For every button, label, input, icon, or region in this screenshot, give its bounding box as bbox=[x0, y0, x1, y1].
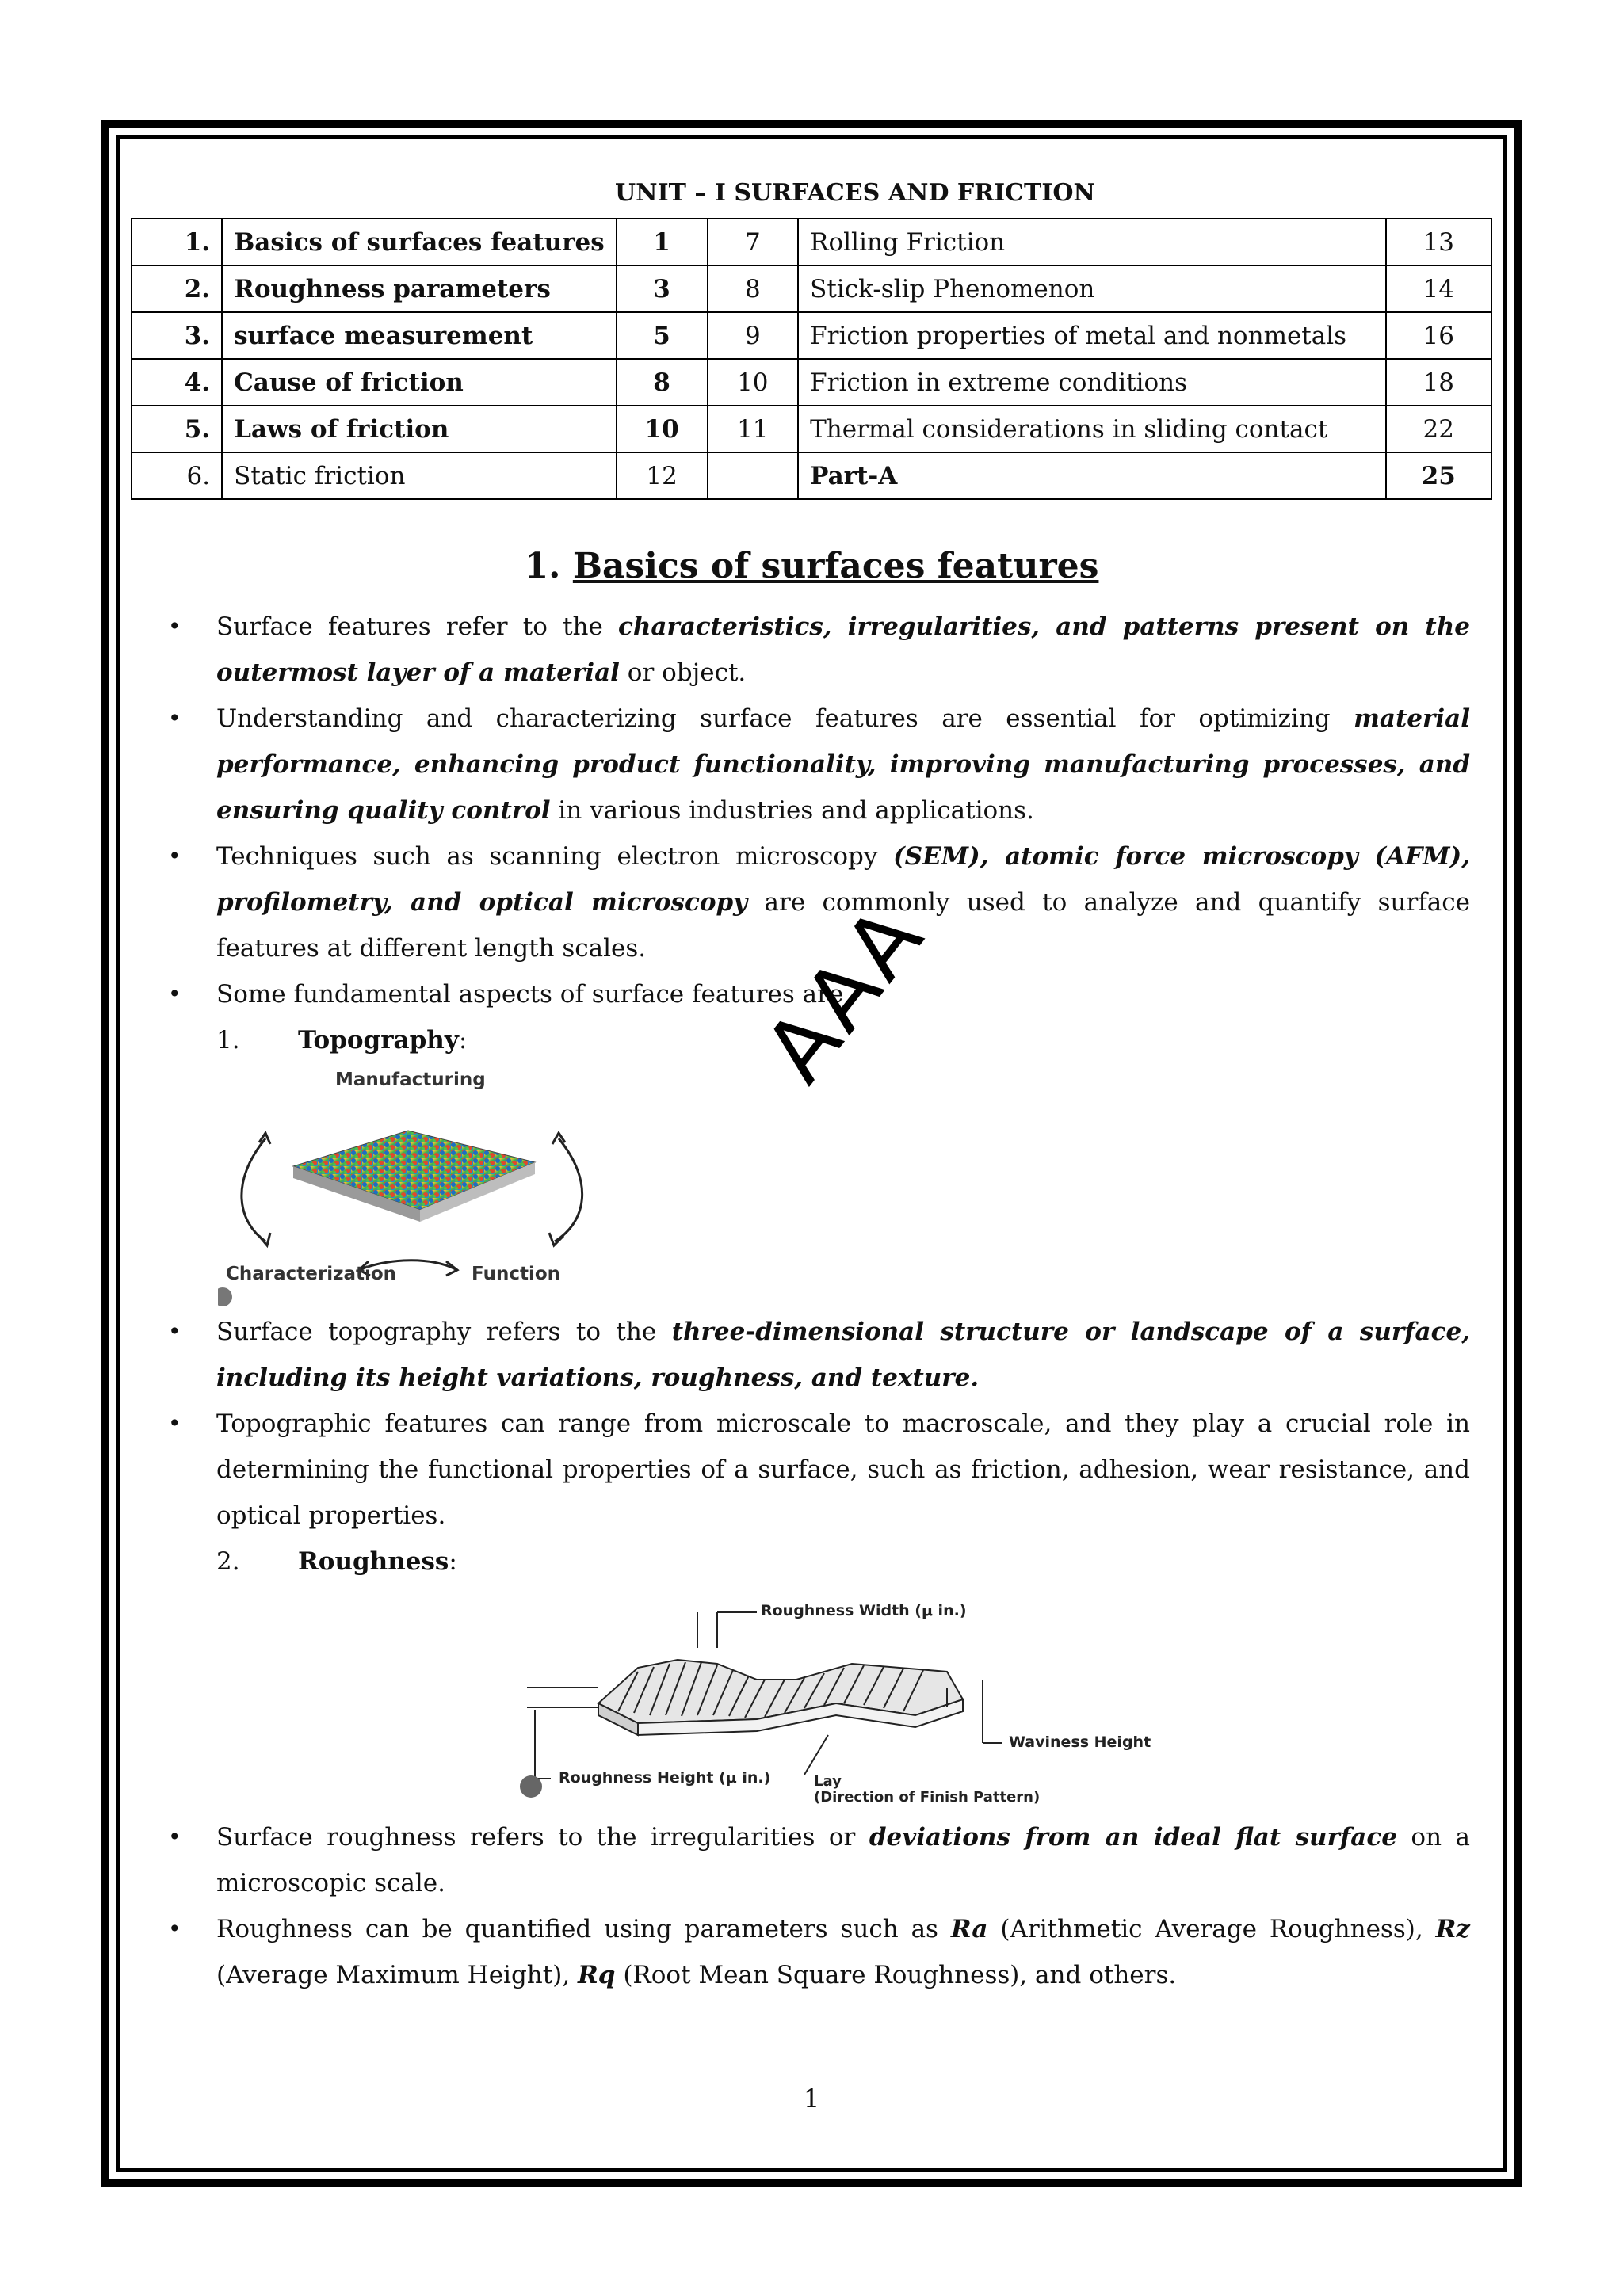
label-roughness-width: Roughness Width (μ in.) bbox=[761, 1602, 967, 1619]
toc-row bbox=[132, 219, 1491, 265]
toc-page-right: 14 bbox=[1386, 265, 1491, 312]
toc-number-right: 9 bbox=[708, 312, 799, 359]
bullet-item: • Some fundamental aspects of surface features are bbox=[131, 971, 1492, 1017]
toc-title-right: Thermal considerations in sliding contact bbox=[798, 406, 1385, 452]
toc-title: surface measurement bbox=[222, 312, 617, 359]
toc-page: 12 bbox=[617, 452, 708, 499]
bullet-list-roughness bbox=[131, 1814, 1492, 1906]
toc-page-right: 25 bbox=[1386, 452, 1491, 499]
toc-title-right: Friction properties of metal and nonmetals bbox=[798, 312, 1385, 359]
roughness-figure bbox=[131, 1585, 1492, 1814]
fig1-label-manufacturing: Manufacturing bbox=[335, 1070, 486, 1090]
toc-row bbox=[132, 265, 1491, 312]
image-badge-icon bbox=[520, 1775, 542, 1798]
toc-title-right: Stick-slip Phenomenon bbox=[798, 265, 1385, 312]
toc-number: 5. bbox=[132, 406, 222, 452]
toc-number: 4. bbox=[132, 359, 222, 406]
toc-row bbox=[132, 359, 1491, 406]
toc-number: 1. bbox=[132, 219, 222, 265]
toc-row bbox=[132, 312, 1491, 359]
bullet-item: • Surface roughness refers to the irregularities or deviations from an ideal flat surface on a microscopic scale. bbox=[131, 1814, 1492, 1906]
bullet-item: • Surface features refer to the characteristics, irregularities, and patterns present on the outermost layer of a material or object. bbox=[131, 604, 1492, 696]
bullet-item: • Topographic features can range from microscale to macroscale, and they play a crucial role in determining the functional properties of a surface, such as friction, adhesion, wear resistance, and optical properties. bbox=[131, 1401, 1492, 1539]
toc-row bbox=[132, 406, 1491, 452]
page-number: 1 bbox=[803, 2084, 820, 2114]
toc-page: 3 bbox=[617, 265, 708, 312]
fig1-label-characterization: Characterization bbox=[226, 1264, 397, 1284]
toc-row bbox=[132, 452, 1491, 499]
surface-plot-top bbox=[293, 1131, 535, 1210]
toc-title: Cause of friction bbox=[222, 359, 617, 406]
bullet-roughness-parameters: • Roughness can be quantified using parameters such as Ra (Arithmetic Average Roughness), Rz (Average Maximum Height), Rq (Root Mean Square Roughness), and others. bbox=[131, 1906, 1492, 1998]
toc-title: Static friction bbox=[222, 452, 617, 499]
toc-number: 6. bbox=[132, 452, 222, 499]
label-waviness-height: Waviness Height bbox=[1009, 1733, 1151, 1751]
label-roughness-height: Roughness Height (μ in.) bbox=[559, 1769, 771, 1787]
toc-title: Basics of surfaces features bbox=[222, 219, 617, 265]
bullet-item: • Understanding and characterizing surface features are essential for optimizing material performance, enhancing product functionality, improving manufacturing processes, and ensuring quality control in various industries and applications. bbox=[131, 696, 1492, 833]
topography-figure bbox=[131, 1063, 1492, 1309]
bullet-item: • Techniques such as scanning electron microscopy (SEM), atomic force microscopy (AFM), profilometry, and optical microscopy are commonly used to analyze and quantify surface features at different length scales. bbox=[131, 833, 1492, 971]
toc-page: 8 bbox=[617, 359, 708, 406]
bullet-item: • Surface topography refers to the three-dimensional structure or landscape of a surface, including its height variations, roughness, and texture. bbox=[131, 1309, 1492, 1401]
section-title: 1. Basics of surfaces features bbox=[524, 546, 1099, 586]
toc-title: Roughness parameters bbox=[222, 265, 617, 312]
cycle-arrow-right bbox=[555, 1138, 582, 1241]
toc-title-right: Part-A bbox=[798, 452, 1385, 499]
toc-title-right: Friction in extreme conditions bbox=[798, 359, 1385, 406]
toc-page-right: 18 bbox=[1386, 359, 1491, 406]
unit-title: UNIT – I SURFACES AND FRICTION bbox=[615, 179, 1095, 207]
toc-page: 1 bbox=[617, 219, 708, 265]
watermark: AAA bbox=[745, 885, 945, 1100]
toc-page-right: 16 bbox=[1386, 312, 1491, 359]
toc-number-right bbox=[708, 452, 799, 499]
toc-number: 2. bbox=[132, 265, 222, 312]
numbered-item-topography: 1. Topography: bbox=[216, 1026, 468, 1055]
toc-number-right: 10 bbox=[708, 359, 799, 406]
toc-page: 10 bbox=[617, 406, 708, 452]
toc-number-right: 11 bbox=[708, 406, 799, 452]
toc-table bbox=[131, 218, 1492, 500]
toc-number-right: 7 bbox=[708, 219, 799, 265]
bullet-list-topography bbox=[131, 1309, 1492, 1539]
lay-arrow bbox=[804, 1735, 828, 1775]
label-lay-sub: (Direction of Finish Pattern) bbox=[814, 1789, 1041, 1806]
label-lay: Lay bbox=[814, 1773, 842, 1790]
toc-page-right: 22 bbox=[1386, 406, 1491, 452]
cycle-arrow-left bbox=[242, 1138, 265, 1241]
toc-title: Laws of friction bbox=[222, 406, 617, 452]
image-badge-icon bbox=[218, 1287, 232, 1306]
toc-number: 3. bbox=[132, 312, 222, 359]
numbered-item-roughness: 2. Roughness: bbox=[216, 1547, 457, 1576]
toc-page: 5 bbox=[617, 312, 708, 359]
toc-title-right: Rolling Friction bbox=[798, 219, 1385, 265]
toc-page-right: 13 bbox=[1386, 219, 1491, 265]
toc-number-right: 8 bbox=[708, 265, 799, 312]
fig1-label-function: Function bbox=[472, 1264, 561, 1284]
